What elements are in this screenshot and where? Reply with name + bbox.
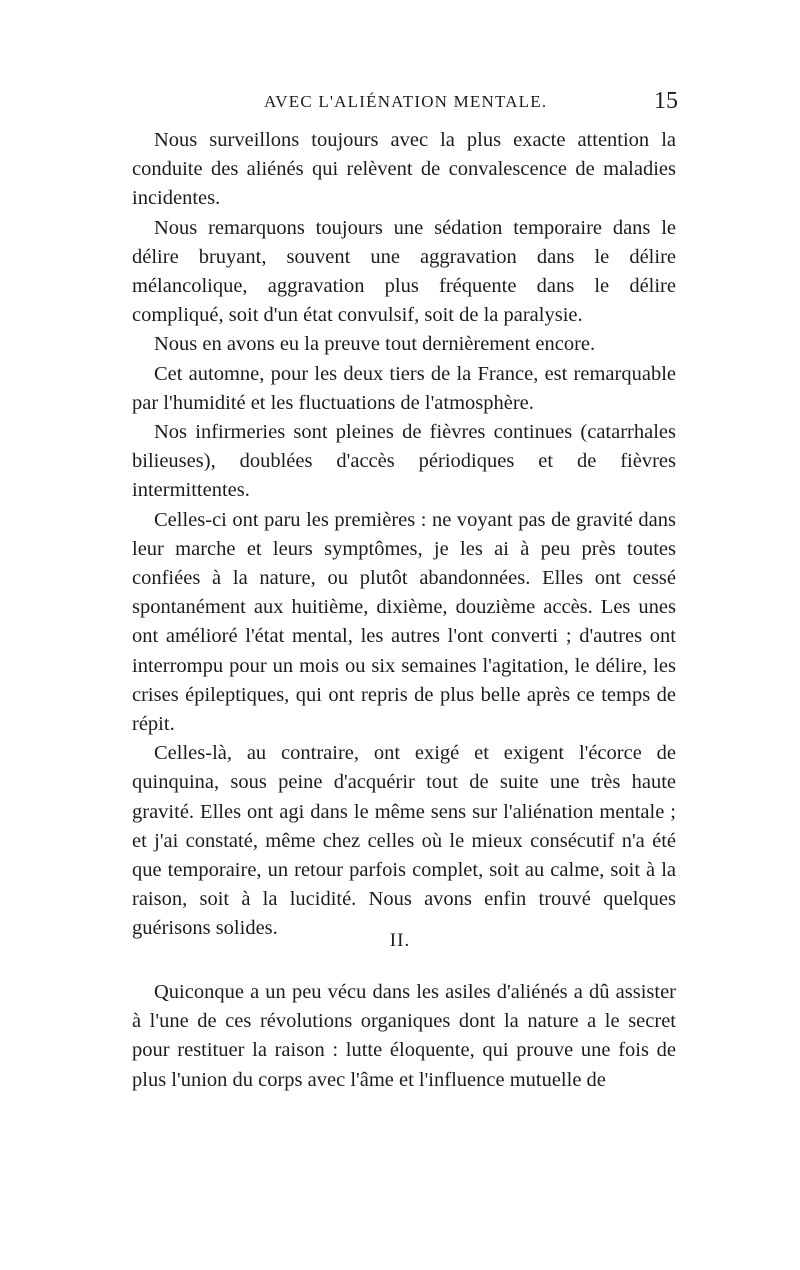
paragraph: Celles-ci ont paru les premières : ne voyant pas de gravité dans leur marche et leurs symptômes, je les ai à peu près toutes confiées à la nature, ou plutôt abandonnées. Elles ont cessé spontanément aux huitième, dixième, douzième accès. Les unes ont amélioré l'état mental, les autres l'ont converti ; d'autres ont interrompu pour un mois ou six semaines l'agitation, le délire, les crises épileptiques, qui ont repris de plus belle après ce temps de répit. <box>132 508 676 736</box>
page-number: 15 <box>654 88 678 114</box>
running-title: AVEC L'ALIÉNATION MENTALE. <box>264 92 548 111</box>
paragraph: Nous surveillons toujours avec la plus exacte attention la conduite des aliénés qui relèvent de convalescence de maladies incidentes. <box>132 129 676 210</box>
running-head <box>130 88 678 122</box>
body-text <box>132 126 676 944</box>
section-heading: II. <box>389 930 411 951</box>
paragraph: Cet automne, pour les deux tiers de la France, est remarquable par l'humidité et les fluctuations de l'atmosphère. <box>132 362 676 414</box>
paragraph: Nos infirmeries sont pleines de fièvres continues (catarrhales bilieuses), doublées d'accès périodiques et de fièvres intermittentes. <box>132 421 676 502</box>
section-body <box>132 978 676 1095</box>
paragraph: Celles-là, au contraire, ont exigé et exigent l'écorce de quinquina, sous peine d'acquérir tout de suite une très haute gravité. Elles ont agi dans le même sens sur l'aliénation mentale ; et j'ai constaté, même chez celles où le mieux consécutif n'a été que temporaire, un retour parfois complet, soit au calme, soit à la raison, soit à la lucidité. Nous avons enfin trouvé quelques guérisons solides. <box>132 742 676 940</box>
paragraph: Nous en avons eu la preuve tout dernièrement encore. <box>154 333 596 356</box>
paragraph: Quiconque a un peu vécu dans les asiles d'aliénés a dû assister à l'une de ces révolutions organiques dont la nature a le secret pour restituer la raison : lutte éloquente, qui prouve une fois de plus l'union du corps avec l'âme et l'influence mutuelle de <box>132 981 676 1091</box>
paragraph: Nous remarquons toujours une sédation temporaire dans le délire bruyant, souvent une aggravation dans le délire mélancolique, aggravation plus fréquente dans le délire compliqué, soit d'un état convulsif, soit de la paralysie. <box>132 216 676 327</box>
